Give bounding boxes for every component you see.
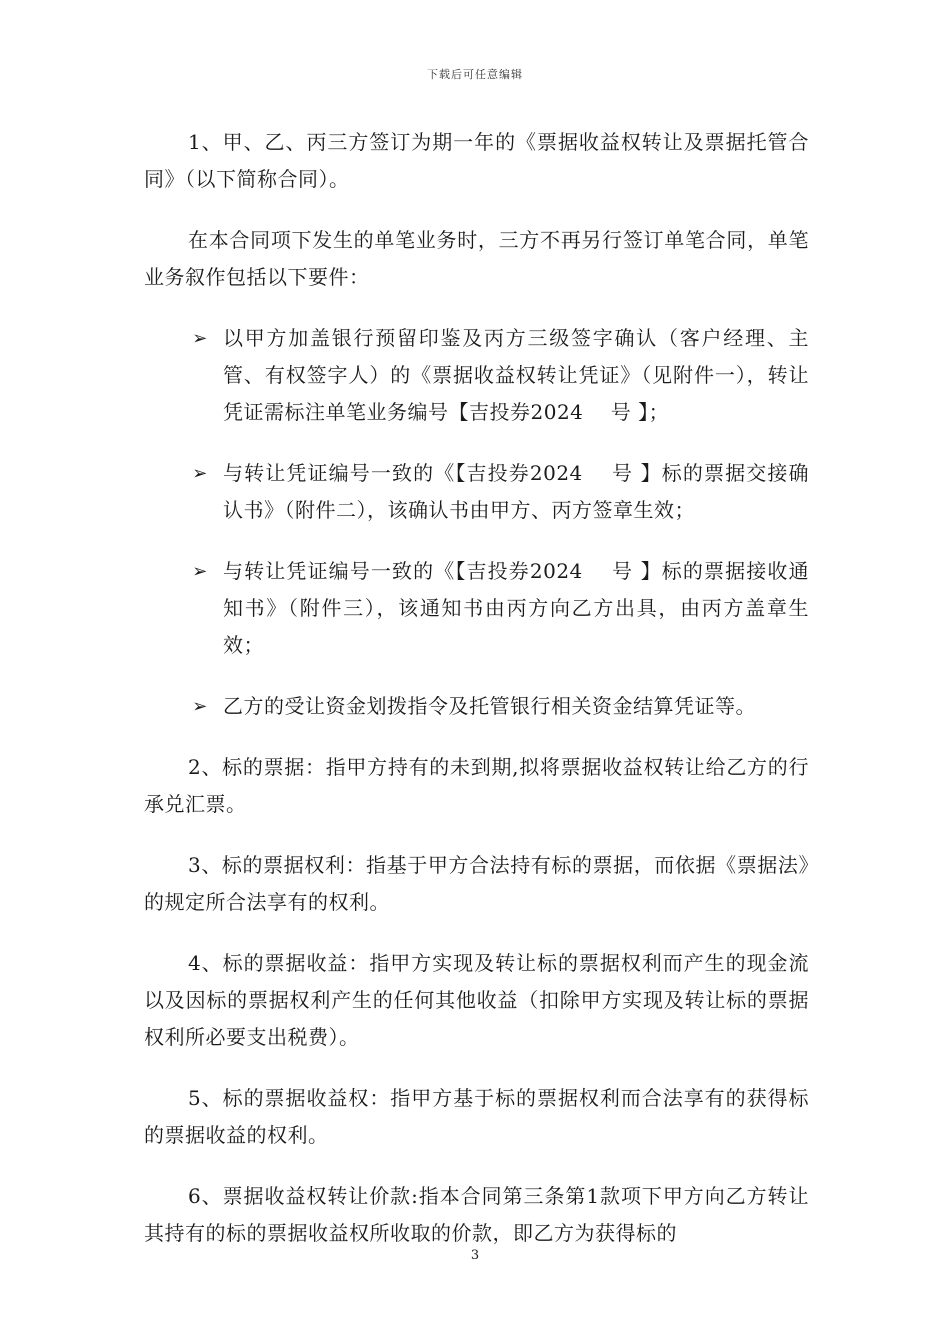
document-body [144,124,809,1276]
header-note: 下载后可任意编辑 [427,68,523,81]
list-item-text: 与转让凭证编号一致的《【吉投券2024 号 】标的票据交接确认书》（附件二），该确认书由甲方、丙方签章生效； [223,461,809,522]
arrow-bullet-icon: ➢ [192,561,208,582]
list-item-text: 乙方的受让资金划拨指令及托管银行相关资金结算凭证等。 [223,694,756,718]
paragraph-4: 3、标的票据权利：指基于甲方合法持有标的票据，而依据《票据法》的规定所合法享有的权利。 [144,853,809,914]
list-item-text: 与转让凭证编号一致的《【吉投券2024 号 】标的票据接收通知书》（附件三），该通知书由丙方向乙方出具，由丙方盖章生效； [223,559,809,657]
arrow-bullet-icon: ➢ [192,463,208,484]
paragraph-7: 6、票据收益权转让价款:指本合同第三条第1款项下甲方向乙方转让其持有的标的票据收益权所收取的价款，即乙方为获得标的 [144,1184,809,1245]
page-number: 3 [470,1248,480,1263]
list-item [144,320,809,431]
list-item [144,455,809,529]
paragraph-3: 2、标的票据：指甲方持有的未到期,拟将票据收益权转让给乙方的行承兑汇票。 [144,755,809,816]
requirements-list [144,320,809,725]
list-item [144,553,809,664]
paragraph-5: 4、标的票据收益：指甲方实现及转让标的票据权利而产生的现金流以及因标的票据权利产生的任何其他收益（扣除甲方实现及转让标的票据权利所必要支出税费）。 [144,951,809,1049]
paragraph-6: 5、标的票据收益权：指甲方基于标的票据权利而合法享有的获得标的票据收益的权利。 [144,1086,809,1147]
list-item-text: 以甲方加盖银行预留印鉴及丙方三级签字确认（客户经理、主管、有权签字人）的《票据收益权转让凭证》（见附件一），转让凭证需标注单笔业务编号【吉投券2024 号 】； [223,326,809,424]
list-item [144,688,809,725]
arrow-bullet-icon: ➢ [192,696,208,717]
paragraph-1: 1、甲、乙、丙三方签订为期一年的《票据收益权转让及票据托管合同》（以下简称合同）。 [144,130,809,191]
arrow-bullet-icon: ➢ [192,328,208,349]
paragraph-2: 在本合同项下发生的单笔业务时，三方不再另行签订单笔合同，单笔业务叙作包括以下要件： [144,228,809,289]
